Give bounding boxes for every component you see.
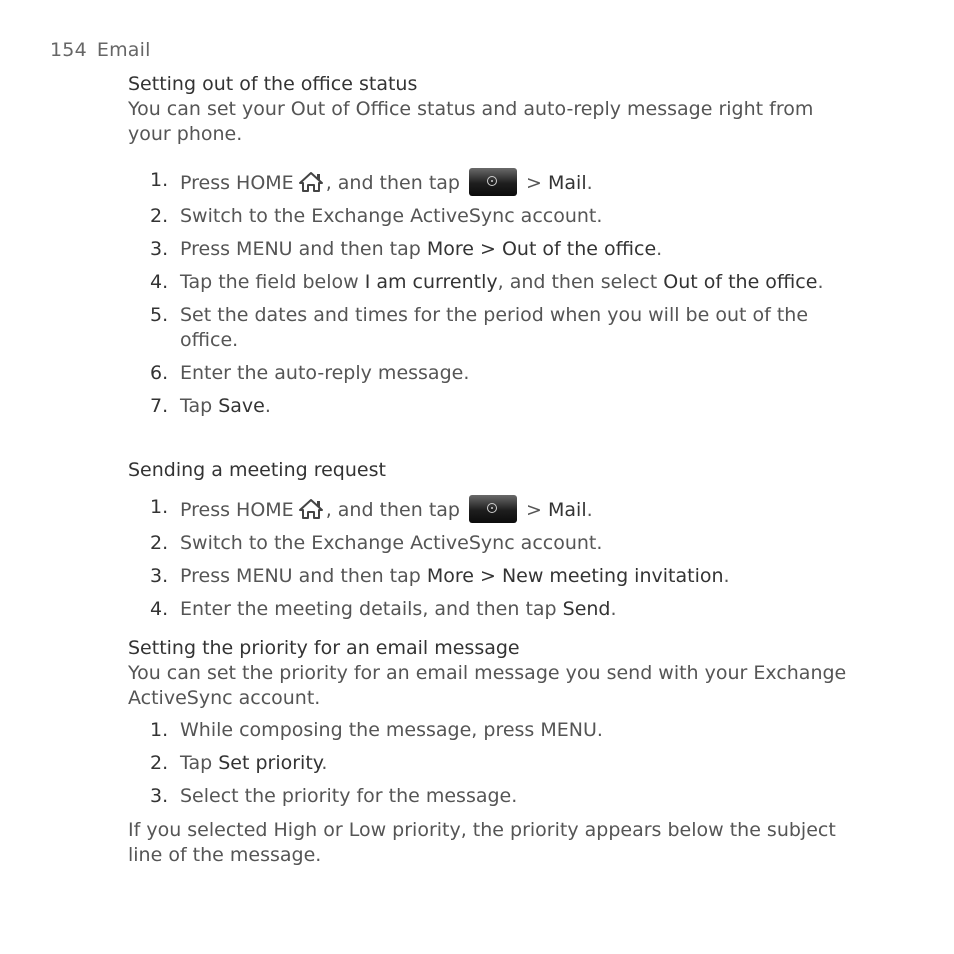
section-intro-out-of-office: You can set your Out of Office status and auto-reply message right from your phone. bbox=[128, 98, 814, 145]
step-number: 4. bbox=[150, 598, 169, 620]
step-number: 1. bbox=[150, 169, 169, 191]
step-number: 4. bbox=[150, 271, 169, 293]
priority-note: If you selected High or Low priority, the priority appears below the subject line of the message. bbox=[128, 819, 836, 866]
step-number: 3. bbox=[150, 565, 169, 587]
step-3 bbox=[128, 237, 848, 262]
step-text: . bbox=[656, 238, 663, 260]
step-number: 2. bbox=[150, 532, 169, 554]
step-number: 3. bbox=[150, 785, 169, 807]
ui-term-mail: Mail bbox=[548, 499, 587, 521]
step-text: > bbox=[520, 172, 549, 194]
step-text: Press MENU and then tap bbox=[180, 238, 427, 260]
step-text: . bbox=[321, 752, 328, 774]
step-text: Tap bbox=[180, 395, 219, 417]
home-icon bbox=[298, 498, 324, 520]
ui-term: More > New meeting invitation bbox=[426, 565, 724, 587]
step-text: , and then tap bbox=[325, 499, 460, 521]
step-text: . bbox=[586, 499, 593, 521]
step-text: Switch to the Exchange ActiveSync account. bbox=[180, 205, 603, 227]
all-apps-icon bbox=[469, 495, 517, 523]
step-1 bbox=[128, 718, 848, 743]
steps-out-of-office bbox=[128, 168, 848, 427]
step-text: Tap bbox=[180, 752, 219, 774]
step-number: 1. bbox=[150, 719, 169, 741]
ui-term: Send bbox=[562, 598, 611, 620]
section-title-priority: Setting the priority for an email message bbox=[128, 637, 520, 659]
step-text: . bbox=[817, 271, 824, 293]
page-number: 154 bbox=[50, 39, 87, 61]
step-text: Select the priority for the message. bbox=[180, 785, 518, 807]
section-intro-priority: You can set the priority for an email message you send with your Exchange ActiveSync account. bbox=[128, 662, 847, 709]
step-text: . bbox=[723, 565, 730, 587]
step-text: . bbox=[586, 172, 593, 194]
step-text: > bbox=[520, 499, 549, 521]
step-text: Enter the meeting details, and then tap bbox=[180, 598, 563, 620]
step-6 bbox=[128, 361, 848, 386]
section-title-out-of-office: Setting out of the office status bbox=[128, 73, 418, 95]
step-2 bbox=[128, 204, 848, 229]
step-text: Tap the field below bbox=[180, 271, 365, 293]
step-4 bbox=[128, 597, 848, 622]
step-2 bbox=[128, 531, 848, 556]
step-text: While composing the message, press MENU. bbox=[180, 719, 603, 741]
step-number: 5. bbox=[150, 304, 169, 326]
step-3 bbox=[128, 564, 848, 589]
chapter-title: Email bbox=[96, 39, 151, 61]
step-number: 2. bbox=[150, 205, 169, 227]
steps-meeting-request bbox=[128, 495, 848, 630]
step-4 bbox=[128, 270, 848, 295]
step-text: Enter the auto-reply message. bbox=[180, 362, 470, 384]
step-text: . bbox=[610, 598, 617, 620]
steps-priority bbox=[128, 718, 848, 817]
step-7 bbox=[128, 394, 848, 419]
step-text: Set the dates and times for the period when you will be out of the office. bbox=[180, 304, 809, 351]
ui-term: Set priority bbox=[218, 752, 322, 774]
step-1 bbox=[128, 168, 848, 196]
step-text: Press HOME bbox=[180, 172, 294, 194]
ui-term: More > Out of the office bbox=[426, 238, 657, 260]
step-text: Press MENU and then tap bbox=[180, 565, 427, 587]
ui-term: Save bbox=[218, 395, 265, 417]
section-title-meeting-request: Sending a meeting request bbox=[128, 459, 386, 481]
home-icon bbox=[298, 171, 324, 193]
step-text: Press HOME bbox=[180, 499, 294, 521]
ui-term: I am currently bbox=[364, 271, 498, 293]
ui-term-mail: Mail bbox=[548, 172, 587, 194]
step-text: . bbox=[264, 395, 271, 417]
step-number: 3. bbox=[150, 238, 169, 260]
step-number: 6. bbox=[150, 362, 169, 384]
step-number: 1. bbox=[150, 496, 169, 518]
step-text: Switch to the Exchange ActiveSync account. bbox=[180, 532, 603, 554]
step-1 bbox=[128, 495, 848, 523]
ui-term: Out of the office bbox=[663, 271, 818, 293]
step-text: , and then tap bbox=[325, 172, 460, 194]
step-3 bbox=[128, 784, 848, 809]
all-apps-icon bbox=[469, 168, 517, 196]
step-text: , and then select bbox=[497, 271, 664, 293]
step-number: 7. bbox=[150, 395, 169, 417]
page-header bbox=[50, 39, 151, 61]
step-5 bbox=[128, 303, 848, 353]
step-2 bbox=[128, 751, 848, 776]
step-number: 2. bbox=[150, 752, 169, 774]
